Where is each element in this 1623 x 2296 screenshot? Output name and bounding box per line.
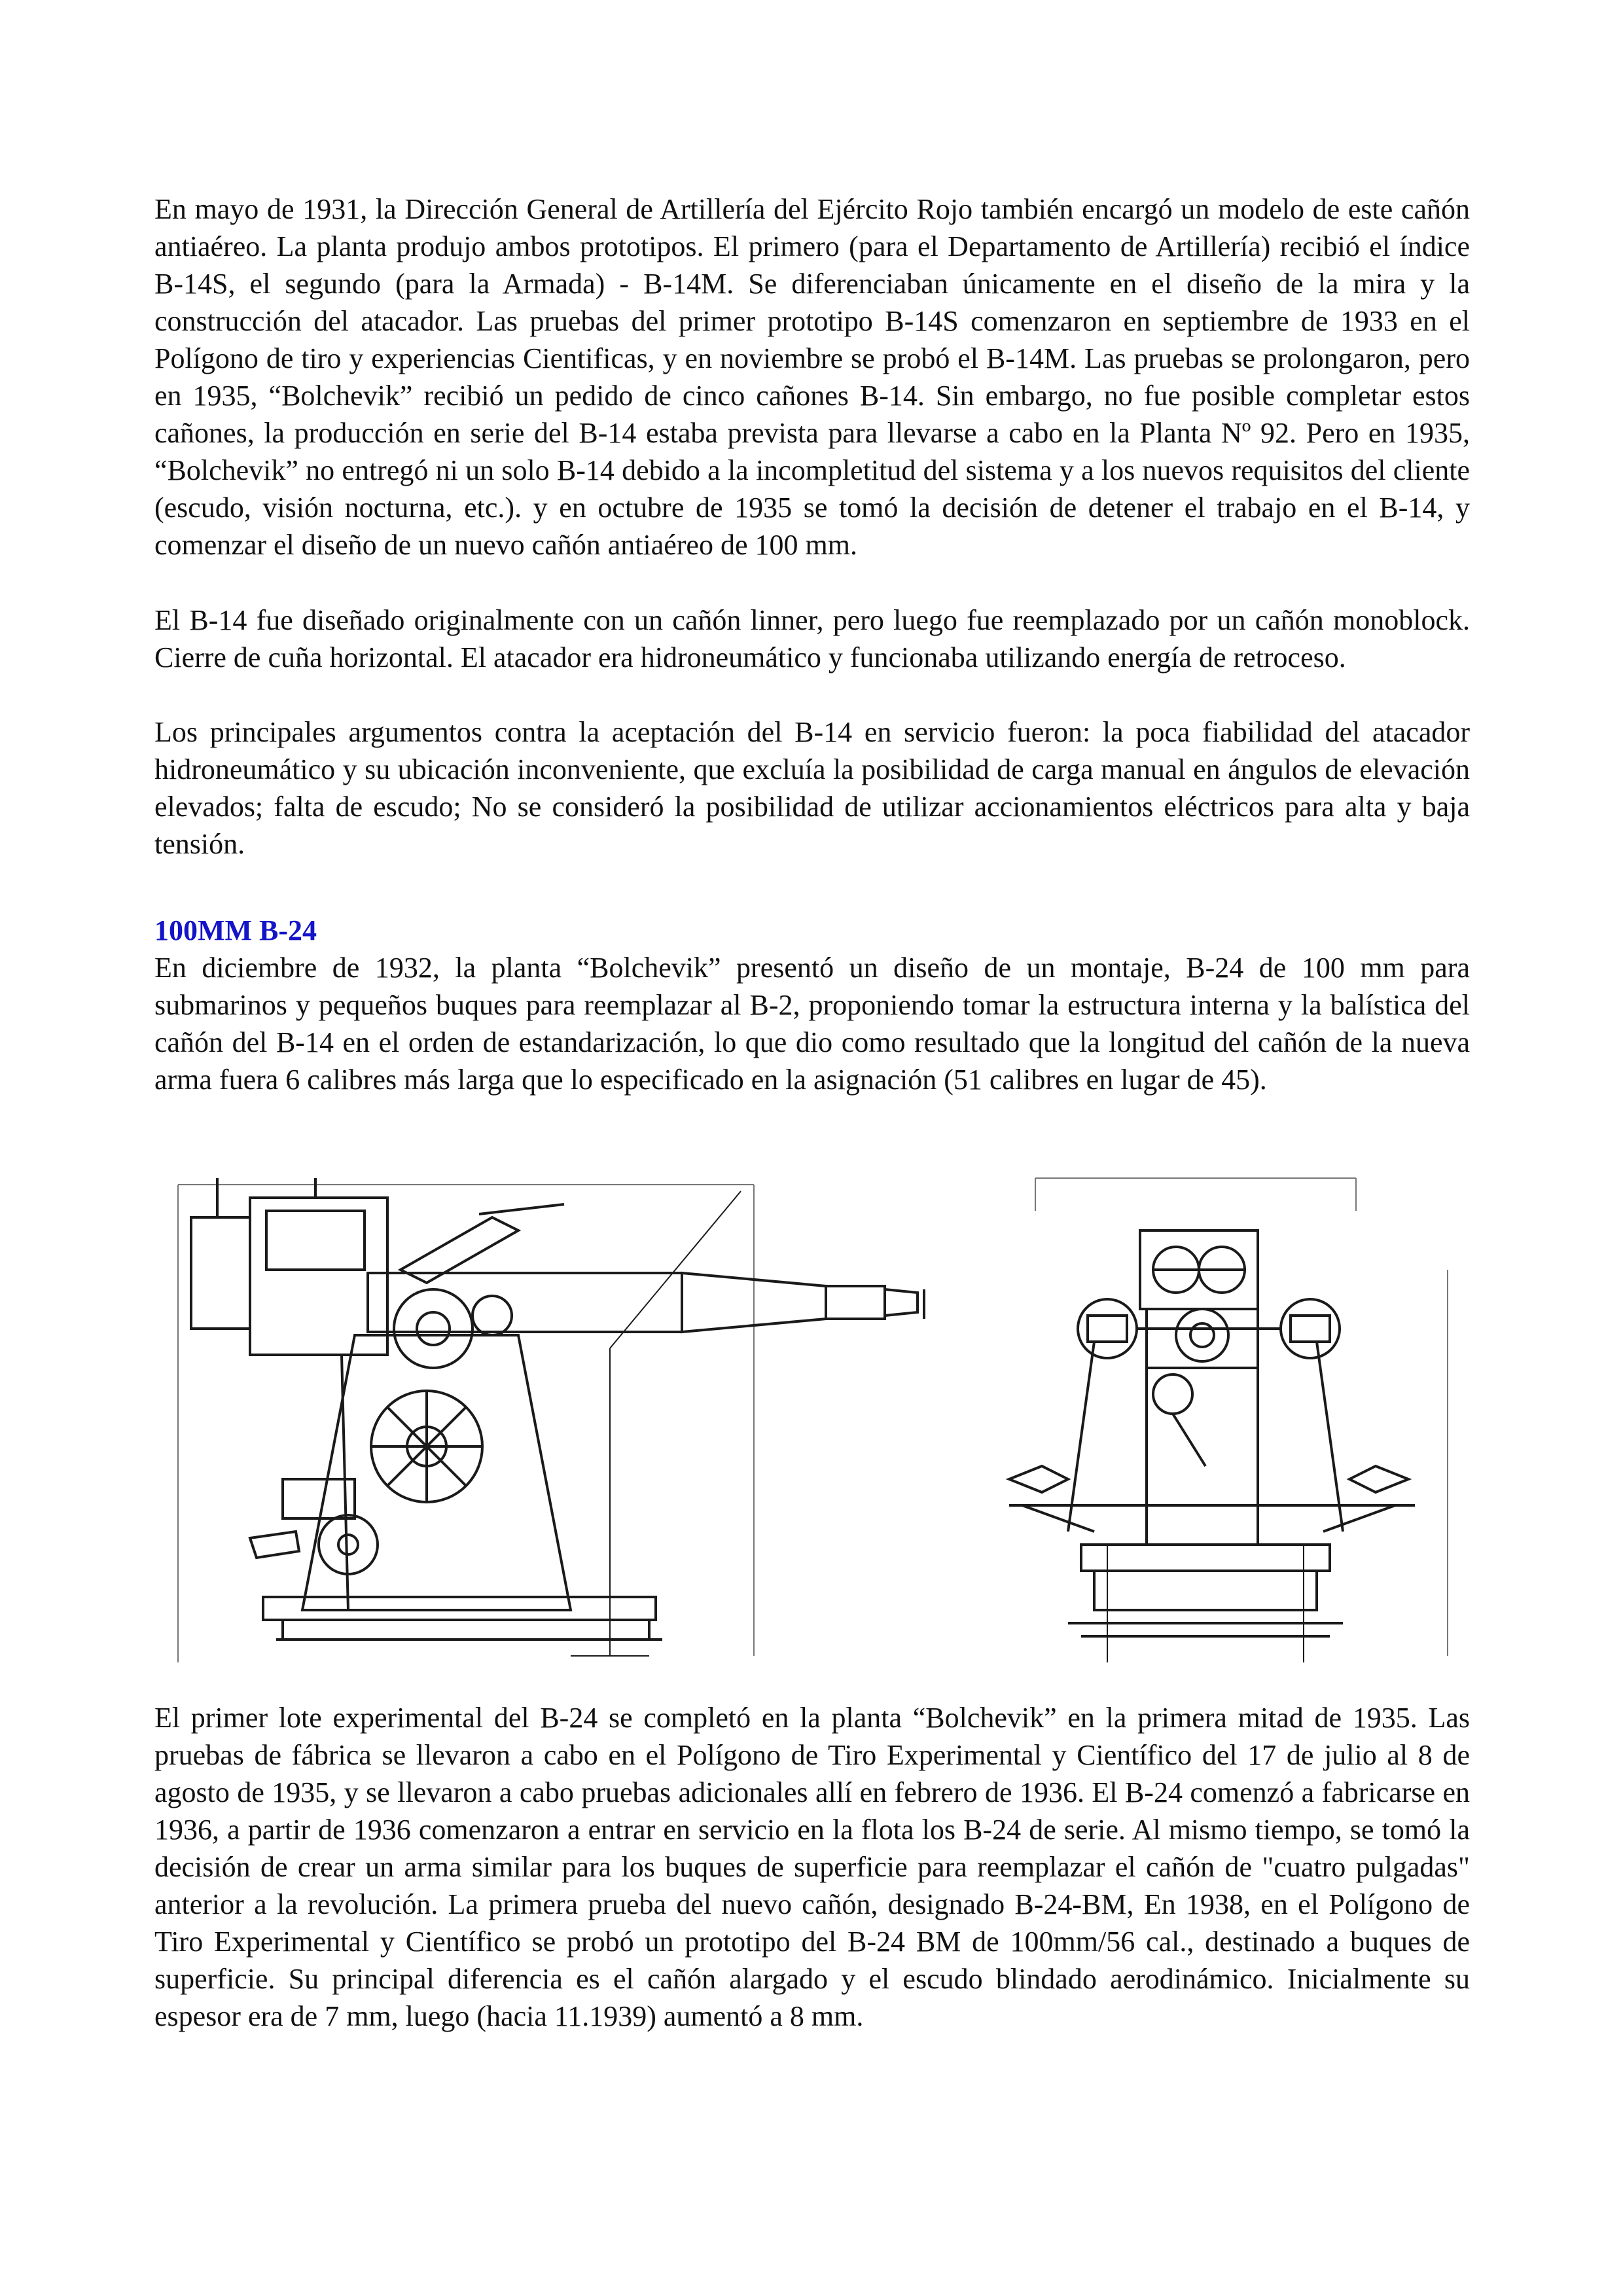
paragraph-b14-history: En mayo de 1931, la Dirección General de Artillería del Ejército Rojo también encargó un modelo de este cañón antiaéreo. La planta produjo ambos prototipos. El primero (para el Departamento de Artillería) recibió el índice B-14S, el segundo (para la Armada) - B-14M. Se diferenciaban únicamente en el diseño de la mira y la construcción del atacador. Las pruebas del primer prototipo B-14S comenzaron en septiembre de 1933 en el Polígono de tiro y experiencias Cientificas, y en noviembre se probó el B-14M. Las pruebas se prolongaron, pero en 1935, “Bolchevik” recibió un pedido de cinco cañones B-14. Sin embargo, no fue posible completar estos cañones, la producción en serie del B-14 estaba prevista para llevarse a cabo en la Planta Nº 92. Pero en 1935, “Bolchevik” no entregó ni un solo B-14 debido a la incompletitud del sistema y a los nuevos requisitos del cliente (escudo, visión nocturna, etc.). y en octubre de 1935 se tomó la decisión de detener el trabajo en el B-14, y comenzar el diseño de un nuevo cañón antiaéreo de 100 mm.	[154, 193, 1470, 561]
technical-drawing-b24	[152, 1139, 1480, 1676]
paragraph-b24-intro: En diciembre de 1932, la planta “Bolchevik” presentó un diseño de un montaje, B-24 de 100 mm para submarinos y pequeños buques para reemplazar al B-2, proponiendo tomar la estructura interna y la balística del cañón del B-14 en el orden de estandarización, lo que dio como resultado que la longitud del cañón de la nueva arma fuera 6 calibres más larga que lo especificado en la asignación (51 calibres en lugar de 45).	[154, 952, 1470, 1096]
section-heading-b24: 100MM B-24	[154, 914, 317, 946]
paragraph-b14-design: El B-14 fue diseñado originalmente con un cañón linner, pero luego fue reemplazado por un cañón monoblock. Cierre de cuña horizontal. El atacador era hidroneumático y funcionaba utilizando energía de retroceso.	[154, 604, 1470, 673]
side-view-drawing	[178, 1178, 924, 1662]
front-view-drawing	[1009, 1178, 1448, 1662]
paragraph-b14-rejection: Los principales argumentos contra la aceptación del B-14 en servicio fueron: la poca fiabilidad del atacador hidroneumático y su ubicación inconveniente, que excluía la posibilidad de carga manual en ángulos de elevación elevados; falta de escudo; No se consideró la posibilidad de utilizar accionamientos eléctricos para alta y baja tensión.	[154, 716, 1470, 860]
paragraph-b24-production: El primer lote experimental del B-24 se completó en la planta “Bolchevik” en la primera mitad de 1935. Las pruebas de fábrica se llevaron a cabo en el Polígono de Tiro Experimental y Científico del 17 de julio al 8 de agosto de 1935, y se llevaron a cabo pruebas adicionales allí en febrero de 1936. El B-24 comenzó a fabricarse en 1936, a partir de 1936 comenzaron a entrar en servicio en la flota los B-24 de serie. Al mismo tiempo, se tomó la decisión de crear un arma similar para los buques de superficie para reemplazar el cañón de "cuatro pulgadas" anterior a la revolución. La primera prueba del nuevo cañón, designado B-24-BM, En 1938, en el Polígono de Tiro Experimental y Científico se probó un prototipo del B-24 BM de 100mm/56 cal., destinado a buques de superficie. Su principal diferencia es el cañón alargado y el escudo blindado aerodinámico. Inicialmente su espesor era de 7 mm, luego (hacia 11.1939) aumentó a 8 mm.	[154, 1702, 1470, 2032]
